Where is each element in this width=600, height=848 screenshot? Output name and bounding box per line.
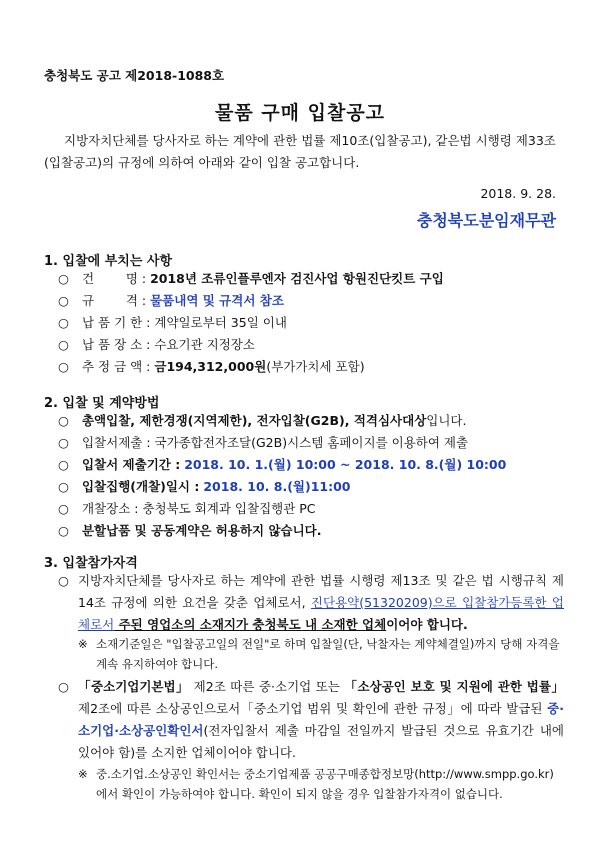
qualification-text [78,676,564,764]
bullet-circle: ○ [58,359,69,374]
bullet-circle: ○ [58,457,69,472]
opening-place: 개찰장소 : 충청북도 회계과 입찰집행관 PC [81,501,316,516]
note-text: 소재기준일은 "입찰공고일의 전일"로 하며 입찰일(단, 낙찰자는 계약체결일)까지 당해 자격을 계속 유지하여야 합니다. [96,637,560,671]
submission-period-value: 2018. 10. 1.(월) 10:00 ~ 2018. 10. 8.(월) 10:00 [184,457,507,472]
contract-method-suffix: 입니다. [426,413,467,428]
section-2-item [58,476,562,497]
split-delivery-note: 분할납품 및 공동계약은 허용하지 않습니다. [81,523,322,538]
opening-date-label: 입찰집행(개찰)일시 : [81,479,200,494]
opening-date-value: 2018. 10. 8.(월)11:00 [203,479,351,494]
item-label: 추 정 금 액 : [81,359,151,374]
submission-period-label: 입찰서 제출기간 : [81,457,181,472]
bullet-circle: ○ [58,315,69,330]
intro-paragraph [44,130,560,174]
page-title: 물품 구매 입찰공고 [214,102,386,124]
section-3-heading: 3. 입찰참가자격 [44,556,138,571]
law-name: 「중소기업기본법」 [78,679,190,694]
organization-name: 충청북도분임재무관 [416,211,556,230]
section-1-item [58,334,562,355]
item-label: 규 격 : [81,293,147,308]
section-1-item [58,312,562,333]
qualification-text-end: 이어야 합니다. [386,617,468,632]
qualification-note-2 [78,764,562,804]
bullet-circle: ○ [58,501,69,516]
section-2-item [58,454,562,475]
contract-method: 총액입찰, 제한경쟁(지역제한), 전자입찰(G2B), 적격심사대상 [81,413,427,428]
intro-text: 지방자치단체를 당사자로 하는 계약에 관한 법률 제10조(입찰공고), 같은법 시행령 제33조(입찰공고)의 규정에 의하여 아래와 같이 입찰 공고합니다. [44,133,556,170]
bullet-circle: ○ [58,337,69,352]
item-label: 납 품 기 한 : [81,315,151,330]
section-2-item [58,498,562,519]
bullet-circle: ○ [58,573,69,588]
bullet-circle: ○ [58,679,69,694]
qualification-text-part: 지방자치단체를 당사자로 하는 계약에 관한 법률 시행령 제13조 및 같은 법 시행규칙 제14조 규정에 의한 요건을 갖춘 업체로서, [78,573,564,610]
section-1-item [58,268,562,289]
notice-number: 충청북도 공고 제2018-1088호 [44,68,225,83]
bullet-circle: ○ [58,523,69,538]
note-mark: ※ [78,637,88,651]
qualification-text-part: 제2조 따른 중·소기업 또는 [189,679,345,694]
section-2-item [58,410,562,431]
bullet-circle: ○ [58,413,69,428]
item-value: 계약일로부터 35일 이내 [154,315,287,330]
qualification-text-part: 제2조에 따른 소상공인으로서「중소기업 범위 및 확인에 관한 규정」에 따라 발급된 [78,701,548,716]
item-value: 수요기관 지정장소 [154,337,255,352]
section-1-heading: 1. 입찰에 부치는 사항 [44,254,173,269]
qualification-note-1 [78,634,562,674]
qualification-registration: 진단용약(51320209)으로 입찰참가등록한 업체로서 [78,595,564,632]
item-value: 금194,312,000원 [154,359,267,374]
qualification-text-end: (전자입찰서 제출 마감일 전일까지 발급된 것으로 유효기간 내에 있어야 함)를 소지한 업체이어야 합니다. [78,723,564,760]
item-suffix: (부가가치세 포함) [266,359,365,374]
notice-date: 2018. 9. 28. [480,186,556,201]
qualification-paragraph-1 [58,570,564,636]
section-1-item [58,290,562,311]
note-mark: ※ [78,767,88,781]
bullet-circle: ○ [58,293,69,308]
item-label: 건 명 : [81,271,147,286]
note-text: 중.소기업.소상공인 확인서는 중소기업제품 공공구매종합정보망(http://www.smpp.go.kr)에서 확인이 가능하여야 합니다. 확인이 되지 않을 경우 입찰참가자격이 없습니다. [96,767,554,801]
qualification-text [78,570,564,636]
bullet-circle: ○ [58,271,69,286]
qualification-paragraph-2 [58,676,564,764]
item-value: 물품내역 및 규격서 참조 [150,293,284,308]
section-1-item [58,356,562,377]
section-2-heading: 2. 입찰 및 계약방법 [44,396,160,411]
bullet-circle: ○ [58,479,69,494]
certificate-name: 중·소기업·소상공인확인서 [78,701,564,738]
bullet-circle: ○ [58,435,69,450]
law-name: 「소상공인 보호 및 지원에 관한 법률」 [344,679,565,694]
submission-method: 입찰서제출 : 국가종합전자조달(G2B)시스템 홈페이지를 이용하여 제출 [81,435,469,450]
qualification-location: 주된 영업소의 소재지가 충청북도 내 소재한 업체 [114,617,387,632]
item-label: 납 품 장 소 : [81,337,151,352]
section-2-item [58,432,562,453]
section-2-item [58,520,562,541]
item-value: 2018년 조류인플루엔자 검진사업 항원진단킷트 구입 [150,271,444,286]
